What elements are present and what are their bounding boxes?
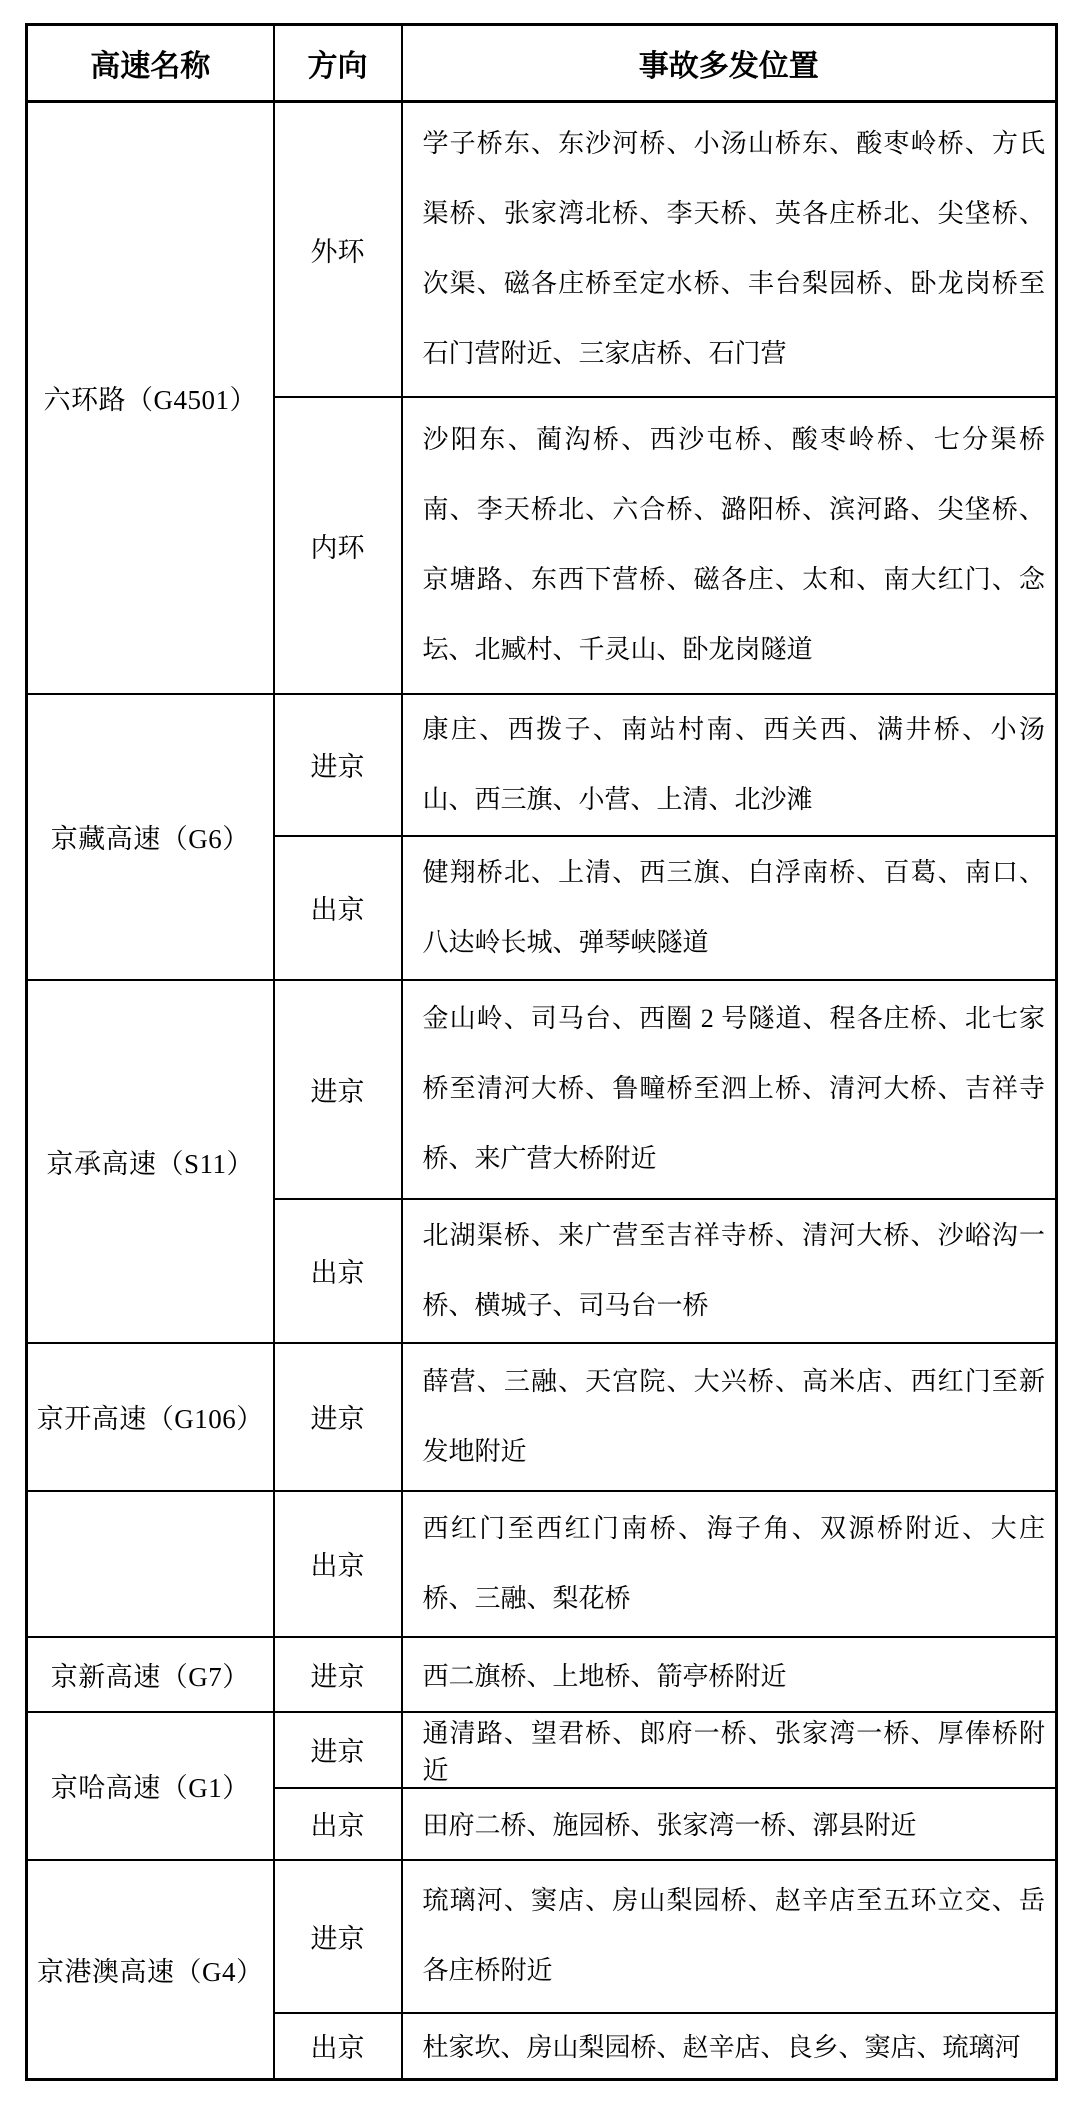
table-row <box>27 1860 1057 2013</box>
table-row <box>27 1491 1057 1637</box>
highway-name-cell: 京港澳高速（G4） <box>27 1860 274 2080</box>
locations-cell: 薛营、三融、天宫院、大兴桥、高米店、西红门至新发地附近 <box>402 1343 1057 1491</box>
highway-name-cell: 京哈高速（G1） <box>27 1712 274 1860</box>
table-row <box>27 980 1057 1199</box>
locations-cell: 杜家坎、房山梨园桥、赵辛店、良乡、窦店、琉璃河 <box>402 2013 1057 2080</box>
locations-cell: 沙阳东、蔺沟桥、西沙屯桥、酸枣岭桥、七分渠桥南、李天桥北、六合桥、潞阳桥、滨河路、尖垡桥、京塘路、东西下营桥、磁各庄、太和、南大红门、念坛、北臧村、千灵山、卧龙岗隧道 <box>402 397 1057 694</box>
direction-cell: 进京 <box>274 1860 402 2013</box>
direction-cell: 出京 <box>274 1491 402 1637</box>
highway-name-cell: 京新高速（G7） <box>27 1637 274 1712</box>
direction-cell: 内环 <box>274 397 402 694</box>
locations-cell: 北湖渠桥、来广营至吉祥寺桥、清河大桥、沙峪沟一桥、横城子、司马台一桥 <box>402 1199 1057 1343</box>
highway-name-cell: 京开高速（G106） <box>27 1343 274 1491</box>
locations-cell: 金山岭、司马台、西圈 2 号隧道、程各庄桥、北七家桥至清河大桥、鲁疃桥至泗上桥、清河大桥、吉祥寺桥、来广营大桥附近 <box>402 980 1057 1199</box>
table-row <box>27 1343 1057 1491</box>
table-row <box>27 694 1057 836</box>
header-row <box>27 25 1057 102</box>
header-locations: 事故多发位置 <box>402 25 1057 102</box>
direction-cell: 进京 <box>274 1712 402 1788</box>
table-row <box>27 102 1057 397</box>
accident-location-table <box>25 23 1058 2081</box>
locations-cell: 学子桥东、东沙河桥、小汤山桥东、酸枣岭桥、方氏渠桥、张家湾北桥、李天桥、英各庄桥北、尖垡桥、次渠、磁各庄桥至定水桥、丰台梨园桥、卧龙岗桥至石门营附近、三家店桥、石门营 <box>402 102 1057 397</box>
locations-cell: 康庄、西拨子、南站村南、西关西、满井桥、小汤山、西三旗、小营、上清、北沙滩 <box>402 694 1057 836</box>
direction-cell: 出京 <box>274 1199 402 1343</box>
table-row <box>27 1712 1057 1788</box>
locations-cell: 琉璃河、窦店、房山梨园桥、赵辛店至五环立交、岳各庄桥附近 <box>402 1860 1057 2013</box>
table-row <box>27 1637 1057 1712</box>
direction-cell: 进京 <box>274 980 402 1199</box>
locations-cell: 健翔桥北、上清、西三旗、白浮南桥、百葛、南口、八达岭长城、弹琴峡隧道 <box>402 836 1057 980</box>
locations-cell: 西红门至西红门南桥、海子角、双源桥附近、大庄桥、三融、梨花桥 <box>402 1491 1057 1637</box>
direction-cell: 出京 <box>274 1788 402 1860</box>
direction-cell: 进京 <box>274 694 402 836</box>
locations-cell: 西二旗桥、上地桥、箭亭桥附近 <box>402 1637 1057 1712</box>
locations-cell: 通清路、望君桥、郎府一桥、张家湾一桥、厚俸桥附近 <box>402 1712 1057 1788</box>
direction-cell: 进京 <box>274 1343 402 1491</box>
locations-cell: 田府二桥、施园桥、张家湾一桥、漷县附近 <box>402 1788 1057 1860</box>
highway-name-cell <box>27 1491 274 1637</box>
header-highway-name: 高速名称 <box>27 25 274 102</box>
header-direction: 方向 <box>274 25 402 102</box>
direction-cell: 外环 <box>274 102 402 397</box>
highway-name-cell: 京承高速（S11） <box>27 980 274 1343</box>
highway-name-cell: 六环路（G4501） <box>27 102 274 694</box>
direction-cell: 出京 <box>274 836 402 980</box>
direction-cell: 进京 <box>274 1637 402 1712</box>
highway-name-cell: 京藏高速（G6） <box>27 694 274 980</box>
direction-cell: 出京 <box>274 2013 402 2080</box>
